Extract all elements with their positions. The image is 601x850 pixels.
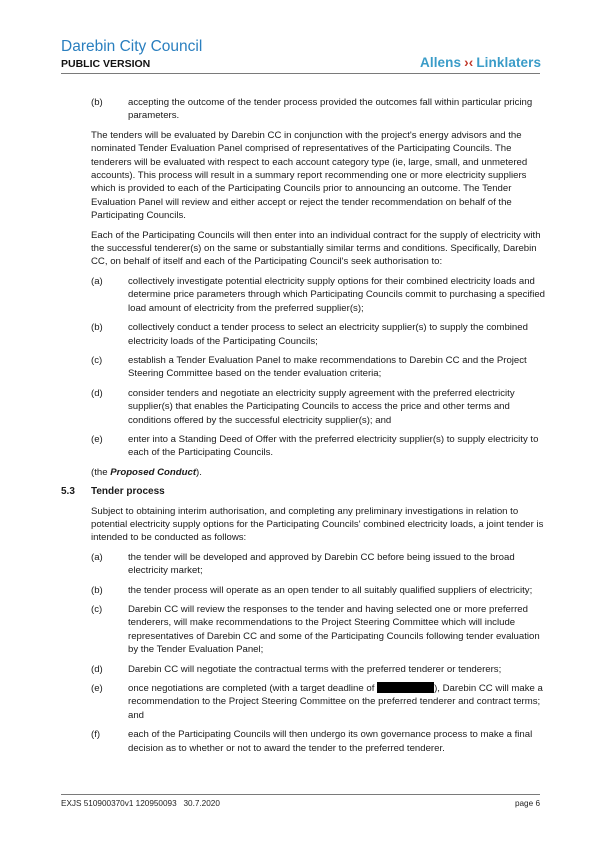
item-text: collectively conduct a tender process to select an electricity supplier(s) to supply the combined electricity loads of the Participating Councils; [128,322,528,347]
item-text: establish a Tender Evaluation Panel to make recommendations to Darebin CC and the Project Steering Committee based on the tender evaluation criteria; [128,354,527,380]
list-item [91,682,545,722]
list-item [91,603,545,657]
header-divider [61,73,540,74]
text-fragment: once negotiations are completed (with a target deadline of [128,683,378,695]
header-title: Darebin City Council [61,38,203,55]
list-item [91,551,545,578]
item-label: (d) [91,663,103,675]
list-item [91,728,545,755]
tender-steps-list [61,551,545,755]
document-reference: EXJS 510900370v1 120950093 30.7.2020 [61,799,220,808]
item-label: (a) [91,551,103,563]
list-item [91,96,545,123]
text-fragment: (the [91,466,111,478]
authorisation-list [61,275,545,460]
redaction-box [377,682,434,693]
item-label: (b) [91,97,103,108]
section-heading [61,485,545,498]
section-title: Tender process [91,486,165,498]
item-text: the tender will be developed and approved by Darebin CC before being issued to the broad electricity market; [128,551,515,577]
text-fragment: ). [196,466,202,478]
item-text: collectively investigate potential electricity supply options for their combined electricity loads and determine price parameters through which Participating Councils commit to purchasing a specified load amount of electricity from the preferred supplier(s); [128,275,545,314]
list-item [91,354,545,381]
item-text: enter into a Standing Deed of Offer with the preferred electricity supplier(s) to supply electricity to each of the Participating Councils. [128,433,539,459]
item-label: (a) [91,275,103,287]
paragraph: Subject to obtaining interim authorisation, and completing any preliminary investigations in relation to potential electricity supply options for the Participating Councils' combined electricity loads, a joint tender is intended to be conducted as follows: [91,505,544,544]
item-label: (f) [91,729,101,741]
item-text [128,683,543,721]
list-item [91,433,545,460]
list-item [91,275,545,315]
item-label: (b) [91,584,103,596]
item-text: each of the Participating Councils will then undergo its own governance process to make a final decision as to whether or not to award the tender to the preferred tenderer. [128,729,533,754]
page-number: page 6 [514,799,540,808]
item-label: (c) [91,354,103,366]
item-label: (c) [91,604,103,615]
list-item [91,584,545,597]
item-text: consider tenders and negotiate an electricity supply agreement with the preferred electricity supplier(s) that enables the Participating Councils to access the price and other terms and conditions offered by the successful electricity supplier(s); and [128,387,515,426]
item-label: (e) [91,433,103,445]
footer-divider [61,794,540,795]
item-text: Darebin CC will negotiate the contractual terms with the preferred tenderer or tenderers; [128,663,502,675]
item-label: (b) [91,322,103,334]
document-body [61,96,545,761]
item-label: (d) [91,387,103,399]
item-text: the tender process will operate as an open tender to all suitably qualified suppliers of electricity; [128,584,533,596]
proposed-conduct-definition [91,466,545,479]
paragraph: Each of the Participating Councils will then enter into an individual contract for the supply of electricity with the successful tenderer(s) on the same or substantially similar terms and conditions. Specifically, Darebin CC, on behalf of itself and each of the Participating Council's seek authorisation to: [91,229,541,268]
paragraph: The tenders will be evaluated by Darebin CC in conjunction with the project's energy advisors and the nominated Tender Evaluation Panel comprised of representatives of the Participating Councils. The tenderers will be evaluated with respect to each account category type (ie, large, small, and unmetered accounts). This process will result in a summary report recommending one or more electricity suppliers which is provided to each of the Participating Councils prior to announcing an outcome. The Tender Evaluation Panel will review and either accept or reject the tender recommendation on behalf of the Participating Councils. [91,129,528,222]
law-firm-logo [420,55,541,70]
list-item [91,387,545,427]
item-text: Darebin CC will review the responses to the tender and having selected one or more preferred tenderers, will make recommendations to the Project Steering Committee which will include representatives of Darebin CC and some of the Participating Councils following tender evaluation by the Tender Evaluation Panel; [128,604,540,656]
item-label: (e) [91,683,103,695]
defined-term: Proposed Conduct [110,466,197,478]
list-item [91,321,545,348]
text-fragment: ), Darebin CC will make a recommendation to the Project Steering Committee on the preferred tenderer and contract terms; and [128,683,543,721]
header-subtitle: PUBLIC VERSION [61,58,151,70]
item-text: accepting the outcome of the tender process provided the outcomes fall within particular pricing parameters. [128,97,533,122]
logo-left: Allens [420,55,462,70]
logo-right: Linklaters [476,55,542,70]
logo-separator: ›‹ [464,55,474,70]
list-item [91,663,545,676]
section-number: 5.3 [61,486,75,498]
